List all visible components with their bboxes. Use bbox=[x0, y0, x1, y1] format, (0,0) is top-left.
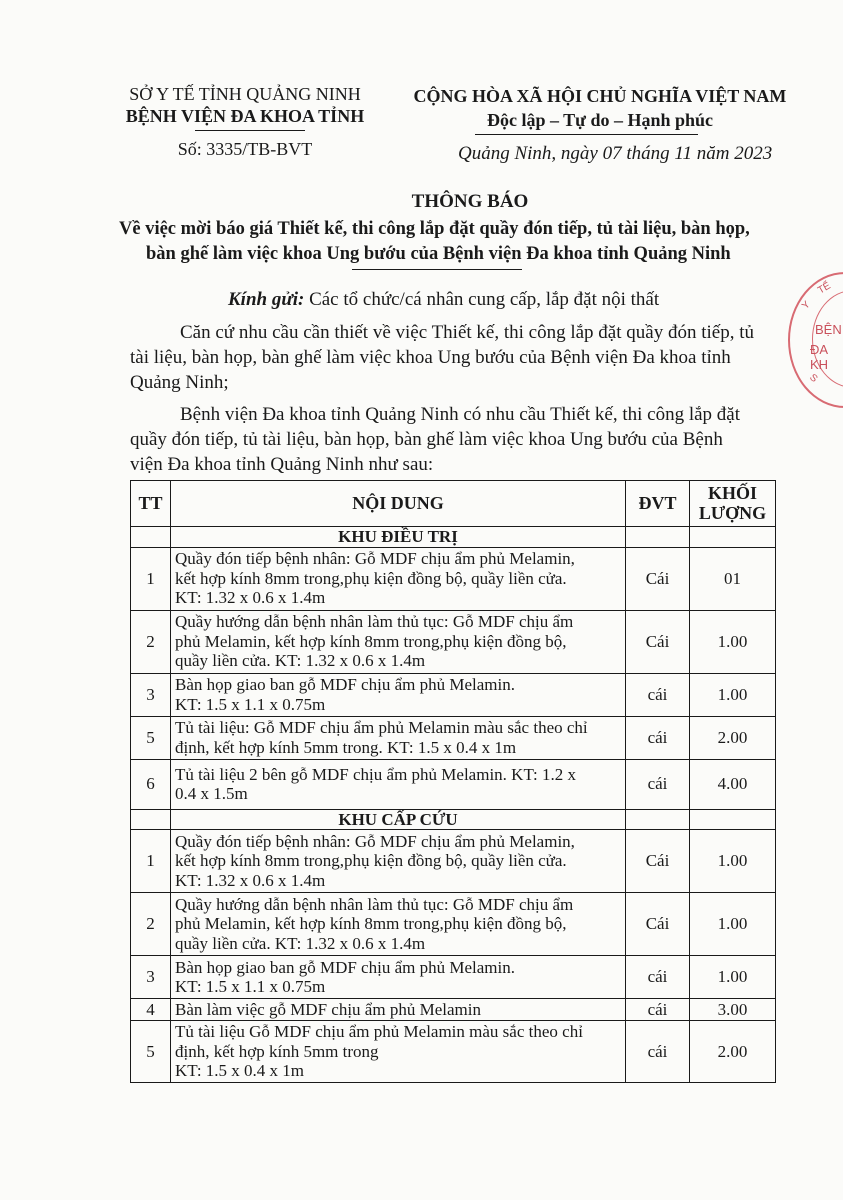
row-content-line: định, kết hợp kính 5mm trong bbox=[175, 1041, 379, 1061]
row-content-line: Quầy đón tiếp bệnh nhân: Gỗ MDF chịu ẩm phủ Melamin, bbox=[175, 549, 575, 569]
org-line-2: BỆNH VIỆN ĐA KHOA TỈNH bbox=[125, 106, 365, 126]
paragraph-1-line-2: tài liệu, bàn họp, bàn ghế làm việc khoa Ung bướu của Bệnh viện Đa khoa tỉnh bbox=[130, 347, 731, 368]
row-tt: 2 bbox=[131, 610, 171, 673]
section-row-khu-cap-cuu bbox=[131, 809, 776, 830]
table-row bbox=[131, 716, 776, 759]
row-tt: 3 bbox=[131, 956, 171, 999]
stamp-text-line-1: BỆN bbox=[815, 322, 842, 337]
row-quantity: 4.00 bbox=[690, 759, 776, 809]
table-row bbox=[131, 673, 776, 716]
org-underline bbox=[195, 130, 305, 131]
section-title: KHU ĐIỀU TRỊ bbox=[171, 527, 626, 548]
motto: Độc lập – Tự do – Hạnh phúc bbox=[486, 110, 714, 130]
row-content-line: 0.4 x 1.5m bbox=[175, 784, 248, 803]
row-unit: Cái bbox=[626, 893, 690, 956]
row-content-line: KT: 1.5 x 1.1 x 0.75m bbox=[175, 694, 326, 714]
row-unit: cái bbox=[626, 759, 690, 809]
row-quantity: 3.00 bbox=[690, 999, 776, 1021]
stamp-rim-text-1: Y bbox=[800, 299, 813, 312]
row-content-line: Quầy hướng dẫn bệnh nhân làm thủ tục: Gỗ MDF chịu ẩm bbox=[175, 894, 574, 914]
table-row bbox=[131, 956, 776, 999]
place-date: Quảng Ninh, ngày 07 tháng 11 năm 2023 bbox=[458, 143, 773, 164]
motto-underline bbox=[475, 134, 698, 135]
row-content-line: Tủ tài liệu Gỗ MDF chịu ẩm phủ Melamin màu sắc theo chỉ bbox=[175, 1022, 583, 1042]
row-content bbox=[171, 673, 626, 716]
row-quantity: 1.00 bbox=[690, 956, 776, 999]
row-content-line: kết hợp kính 8mm trong,phụ kiện đồng bộ, quầy liền cửa. bbox=[175, 851, 567, 871]
row-content bbox=[171, 893, 626, 956]
stamp-rim-text-3: S bbox=[807, 372, 820, 385]
document-heading: THÔNG BÁO bbox=[411, 191, 529, 212]
document-number: Số: 3335/TB-BVT bbox=[177, 139, 313, 159]
header-quantity-line-1: KHỐI bbox=[707, 483, 757, 503]
paragraph-1-line-1: Căn cứ nhu cầu cần thiết về việc Thiết kế, thi công lắp đặt quầy đón tiếp, tủ bbox=[180, 322, 754, 343]
row-quantity: 2.00 bbox=[690, 1021, 776, 1083]
row-content-line: phủ Melamin, kết hợp kính 8mm trong,phụ kiện đồng bộ, bbox=[175, 631, 567, 651]
row-content bbox=[171, 956, 626, 999]
row-content-line: Quầy đón tiếp bệnh nhân: Gỗ MDF chịu ẩm phủ Melamin, bbox=[175, 831, 575, 851]
header-unit: ĐVT bbox=[626, 481, 690, 527]
header-tt: TT bbox=[131, 481, 171, 527]
row-unit: cái bbox=[626, 673, 690, 716]
table-row bbox=[131, 893, 776, 956]
row-content bbox=[171, 830, 626, 893]
row-quantity: 1.00 bbox=[690, 610, 776, 673]
paragraph-1-line-3: Quảng Ninh; bbox=[130, 372, 229, 393]
recipient-text: Các tổ chức/cá nhân cung cấp, lắp đặt nội thất bbox=[304, 289, 660, 310]
row-content-line: Tủ tài liệu 2 bên gỗ MDF chịu ẩm phủ Melamin. KT: 1.2 x bbox=[175, 764, 576, 784]
recipient-label: Kính gửi: bbox=[228, 289, 305, 310]
table-row bbox=[131, 547, 776, 610]
paragraph-2-line-2: quầy đón tiếp, tủ tài liệu, bàn họp, bàn ghế làm việc khoa Ung bướu của Bệnh bbox=[130, 429, 723, 450]
row-quantity: 1.00 bbox=[690, 673, 776, 716]
row-content-line: KT: 1.5 x 0.4 x 1m bbox=[175, 1061, 305, 1081]
row-content-line: Bàn làm việc gỗ MDF chịu ẩm phủ Melamin bbox=[175, 999, 481, 1019]
row-unit: cái bbox=[626, 999, 690, 1021]
subject-underline bbox=[352, 269, 522, 270]
row-content-line: KT: 1.5 x 1.1 x 0.75m bbox=[175, 977, 326, 996]
row-tt: 2 bbox=[131, 893, 171, 956]
row-unit: cái bbox=[626, 1021, 690, 1083]
row-content bbox=[171, 610, 626, 673]
row-content-line: kết hợp kính 8mm trong,phụ kiện đồng bộ, quầy liền cửa. bbox=[175, 568, 567, 588]
table-row bbox=[131, 830, 776, 893]
row-quantity: 1.00 bbox=[690, 893, 776, 956]
paragraph-2-line-3: viện Đa khoa tỉnh Quảng Ninh như sau: bbox=[130, 454, 434, 475]
row-unit: Cái bbox=[626, 610, 690, 673]
row-content bbox=[171, 999, 626, 1021]
row-quantity: 2.00 bbox=[690, 716, 776, 759]
items-table bbox=[130, 480, 776, 1083]
row-content-line: Quầy hướng dẫn bệnh nhân làm thủ tục: Gỗ MDF chịu ẩm bbox=[175, 612, 574, 632]
header-quantity-line-2: LƯỢNG bbox=[698, 502, 767, 523]
row-content bbox=[171, 716, 626, 759]
row-content-line: Bàn họp giao ban gỗ MDF chịu ẩm phủ Melamin. bbox=[175, 675, 515, 694]
row-content-line: quầy liền cửa. KT: 1.32 x 0.6 x 1.4m bbox=[175, 651, 426, 671]
row-tt: 1 bbox=[131, 830, 171, 893]
row-tt: 3 bbox=[131, 673, 171, 716]
paragraph-2-line-1: Bệnh viện Đa khoa tỉnh Quảng Ninh có nhu cầu Thiết kế, thi công lắp đặt bbox=[180, 404, 741, 425]
row-content bbox=[171, 547, 626, 610]
stamp-text-line-2: ĐA KH bbox=[810, 342, 829, 372]
nation-title: CỘNG HÒA XÃ HỘI CHỦ NGHĨA VIỆT NAM bbox=[413, 86, 787, 106]
row-content-line: KT: 1.32 x 0.6 x 1.4m bbox=[175, 588, 326, 608]
row-content-line: Tủ tài liệu: Gỗ MDF chịu ẩm phủ Melamin màu sắc theo chỉ bbox=[175, 718, 588, 737]
row-content-line: quầy liền cửa. KT: 1.32 x 0.6 x 1.4m bbox=[175, 933, 426, 953]
subject-line-2: bàn ghế làm việc khoa Ung bướu của Bệnh viện Đa khoa tỉnh Quảng Ninh bbox=[146, 244, 731, 264]
row-unit: cái bbox=[626, 956, 690, 999]
row-content bbox=[171, 759, 626, 809]
section-title: KHU CẤP CỨU bbox=[171, 809, 626, 830]
table-row bbox=[131, 999, 776, 1021]
row-unit: Cái bbox=[626, 547, 690, 610]
row-content bbox=[171, 1021, 626, 1083]
subject-line-1: Về việc mời báo giá Thiết kế, thi công lắp đặt quầy đón tiếp, tủ tài liệu, bàn họp, bbox=[119, 219, 750, 239]
table-header-row bbox=[131, 481, 776, 527]
row-tt: 5 bbox=[131, 716, 171, 759]
row-tt: 5 bbox=[131, 1021, 171, 1083]
row-unit: cái bbox=[626, 716, 690, 759]
row-content-line: phủ Melamin, kết hợp kính 8mm trong,phụ kiện đồng bộ, bbox=[175, 914, 567, 934]
section-row-khu-dieu-tri bbox=[131, 527, 776, 548]
table-row bbox=[131, 759, 776, 809]
header-quantity bbox=[690, 481, 776, 527]
row-content-line: Bàn họp giao ban gỗ MDF chịu ẩm phủ Melamin. bbox=[175, 957, 515, 977]
org-line-1: SỞ Y TẾ TỈNH QUẢNG NINH bbox=[129, 84, 361, 104]
stamp-rim-text-2: TẾ bbox=[816, 280, 833, 297]
row-tt: 1 bbox=[131, 547, 171, 610]
row-tt: 6 bbox=[131, 759, 171, 809]
header-content: NỘI DUNG bbox=[171, 481, 626, 527]
row-quantity: 1.00 bbox=[690, 830, 776, 893]
row-content-line: KT: 1.32 x 0.6 x 1.4m bbox=[175, 870, 326, 890]
row-unit: Cái bbox=[626, 830, 690, 893]
row-quantity: 01 bbox=[690, 547, 776, 610]
table-row bbox=[131, 610, 776, 673]
table-row bbox=[131, 1021, 776, 1083]
recipient-line bbox=[228, 289, 659, 311]
row-content-line: định, kết hợp kính 5mm trong. KT: 1.5 x 0.4 x 1m bbox=[175, 737, 517, 757]
row-tt: 4 bbox=[131, 999, 171, 1021]
